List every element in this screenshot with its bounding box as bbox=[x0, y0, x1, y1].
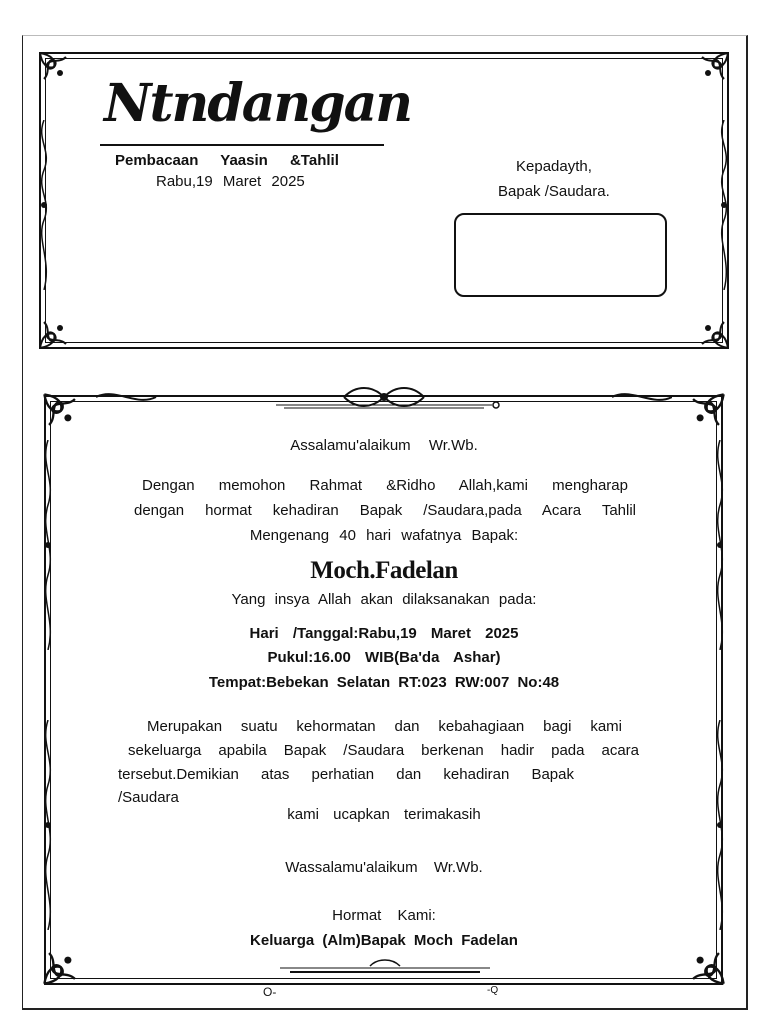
deceased-name: Moch.Fadelan bbox=[310, 557, 458, 584]
side-scroll-ornament-icon bbox=[34, 120, 54, 290]
schedule-intro: Yang insya Allah akan dilaksanakan pada: bbox=[231, 591, 537, 608]
intro-line: dengan hormat kehadiran Bapak /Saudara,pada Acara Tahlil bbox=[134, 502, 636, 519]
side-scroll-ornament-icon bbox=[38, 440, 58, 650]
side-scroll-ornament-icon bbox=[710, 720, 730, 930]
envelope-title: Ntndangan bbox=[104, 73, 412, 134]
corner-ornament-icon bbox=[38, 316, 72, 350]
farewell: Wassalamu'alaikum Wr.Wb. bbox=[285, 859, 483, 876]
corner-ornament-icon bbox=[696, 316, 730, 350]
closing-line: /Saudara bbox=[118, 789, 179, 806]
event-name: Pembacaan Yaasin &Tahlil bbox=[115, 152, 339, 169]
side-scroll-ornament-icon bbox=[38, 720, 58, 930]
bottom-divider-ornament-icon bbox=[260, 958, 510, 980]
side-scroll-ornament-icon bbox=[710, 440, 730, 650]
footer-mark-right: -Q bbox=[487, 985, 499, 996]
footer-mark-left: O- bbox=[263, 985, 277, 999]
detail-time: Pukul:16.00 WIB(Ba'da Ashar) bbox=[267, 649, 501, 666]
thanks-line: kami ucapkan terimakasih bbox=[287, 806, 481, 823]
regards: Hormat Kami: bbox=[332, 907, 436, 924]
closing-line: Merupakan suatu kehormatan dan kebahagiaan bagi kami bbox=[147, 718, 622, 735]
closing-line: tersebut.Demikian atas perhatian dan kehadiran Bapak bbox=[118, 766, 574, 783]
recipient-salutation: Bapak /Saudara. bbox=[498, 183, 610, 200]
side-scroll-ornament-icon bbox=[714, 120, 734, 290]
closing-line: sekeluarga apabila Bapak /Saudara berkenan hadir pada acara bbox=[128, 742, 639, 759]
recipient-label: Kepadayth, bbox=[516, 158, 592, 175]
intro-line: Mengenang 40 hari wafatnya Bapak: bbox=[249, 527, 519, 544]
signature: Keluarga (Alm)Bapak Moch Fadelan bbox=[250, 932, 518, 949]
corner-ornament-icon bbox=[686, 946, 726, 986]
event-date: Rabu,19 Maret 2025 bbox=[156, 173, 305, 190]
top-divider-ornament-icon bbox=[96, 383, 672, 413]
corner-ornament-icon bbox=[42, 392, 82, 432]
greeting: Assalamu'alaikum Wr.Wb. bbox=[290, 437, 478, 454]
corner-ornament-icon bbox=[696, 51, 730, 85]
detail-place: Tempat:Bebekan Selatan RT:023 RW:007 No:48 bbox=[208, 674, 560, 691]
corner-ornament-icon bbox=[42, 946, 82, 986]
intro-line: Dengan memohon Rahmat &Ridho Allah,kami mengharap bbox=[142, 477, 628, 494]
detail-day-date: Hari /Tanggal:Rabu,19 Maret 2025 bbox=[249, 625, 519, 642]
corner-ornament-icon bbox=[686, 392, 726, 432]
corner-ornament-icon bbox=[38, 51, 72, 85]
title-underline bbox=[100, 144, 384, 146]
recipient-address-box bbox=[454, 213, 667, 297]
